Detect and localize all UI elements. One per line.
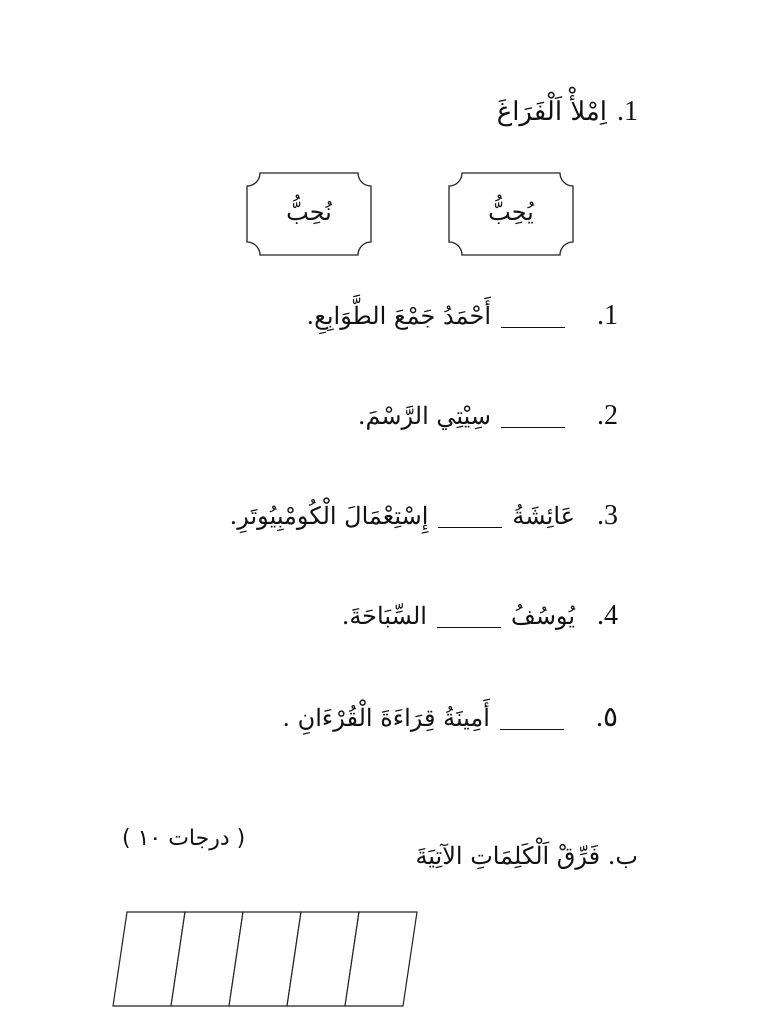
word-card-2 (246, 172, 372, 256)
question-after: سِيْتِي الرَّسْمَ. (357, 402, 491, 430)
question-1 (306, 300, 618, 332)
question-number: 1. (597, 300, 618, 331)
question-3 (230, 500, 618, 532)
question-number: ٥. (595, 702, 618, 733)
question-before: عَائِشَةُ (512, 502, 575, 530)
question-after: السِّبَاحَةَ. (341, 602, 427, 630)
section-a-title: اِمْلأْ اَلْفَرَاغَ (496, 97, 607, 127)
answer-blank[interactable] (501, 327, 565, 328)
word-card-1-text: يُحِبُّ (488, 198, 534, 226)
word-card-1 (448, 172, 574, 256)
grades-label: ( درجات ١٠ ) (122, 826, 246, 851)
answer-blank[interactable] (438, 527, 502, 528)
question-number: 2. (597, 400, 618, 431)
answer-grid (110, 910, 430, 1010)
answer-blank[interactable] (500, 729, 564, 730)
section-b-title: ب. فَرِّقْ اَلْكَلِمَاتِ الآتِيَةَ (415, 842, 638, 870)
section-a-heading (497, 96, 638, 128)
question-before: يُوسُفُ (510, 602, 575, 630)
answer-blank[interactable] (501, 427, 565, 428)
word-card-2-text: نُحِبُّ (286, 198, 332, 226)
question-number: 3. (597, 500, 618, 531)
question-after: أَحْمَدُ جَمْعَ الطَّوَابِعِ. (306, 302, 491, 330)
question-after: إِسْتِعْمَالَ الْكُومْبِيُوتَرِ. (229, 502, 429, 530)
section-a-number: 1. (617, 96, 638, 127)
question-2 (358, 400, 618, 432)
question-4 (342, 600, 618, 632)
question-number: 4. (597, 600, 618, 631)
answer-blank[interactable] (437, 627, 501, 628)
question-5 (282, 700, 618, 734)
question-after: أَمِينَةُ قِرَاءَةَ الْقُرْءَانِ . (282, 704, 490, 732)
